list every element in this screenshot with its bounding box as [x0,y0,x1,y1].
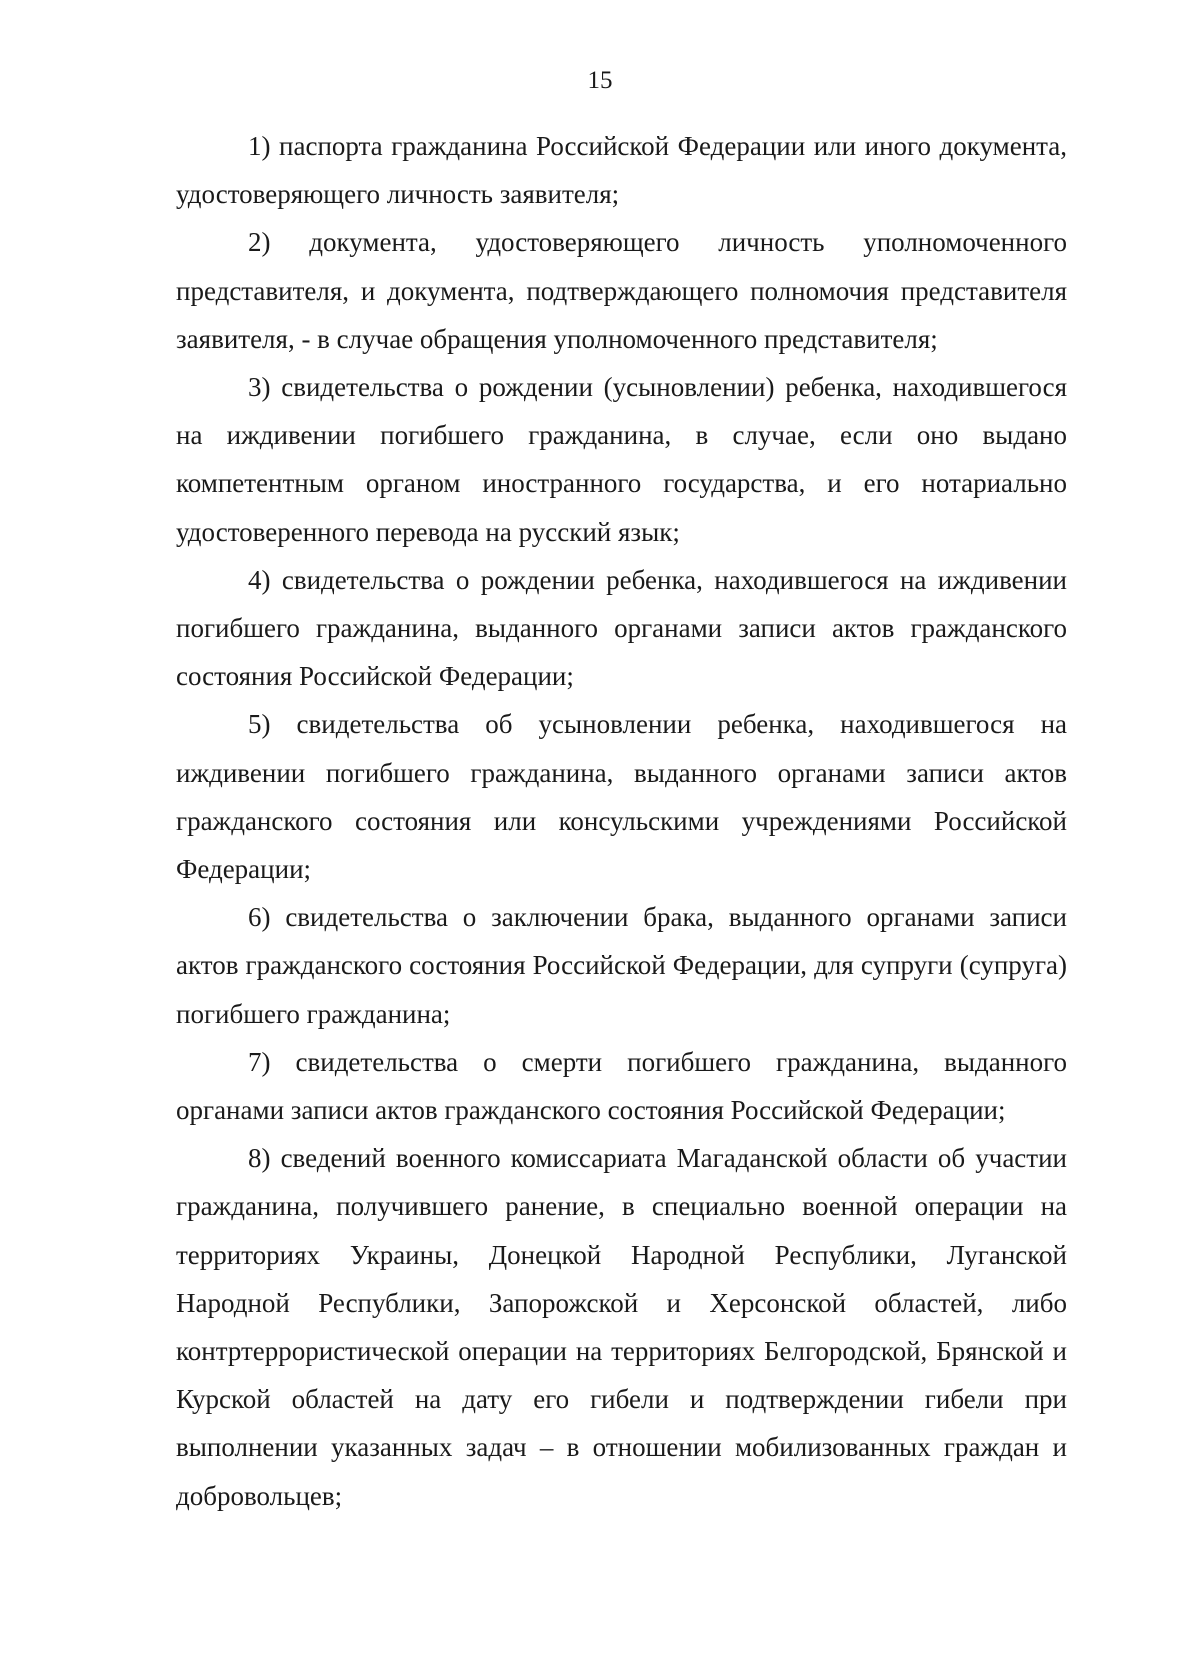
list-item-1: 1) паспорта гражданина Российской Федерации или иного документа, удостоверяющего личность заявителя; [176,131,1067,210]
list-item-4: 4) свидетельства о рождении ребенка, находившегося на иждивении погибшего гражданина, выданного органами записи актов гражданского состояния Российской Федерации; [176,564,1067,692]
list-item-5: 5) свидетельства об усыновлении ребенка, находившегося на иждивении погибшего гражданина, выданного органами записи актов гражданского состояния или консульскими учреждениями Российской Федерации; [176,709,1067,885]
list-item-6: 6) свидетельства о заключении брака, выданного органами записи актов гражданского состояния Российской Федерации, для супруги (супруга) погибшего гражданина; [176,902,1067,1029]
list-item-7: 7) свидетельства о смерти погибшего гражданина, выданного органами записи актов гражданского состояния Российской Федерации; [176,1046,1067,1126]
list-item-2: 2) документа, удостоверяющего личность уполномоченного представителя, и документа, подтверждающего полномочия представителя заявителя, - в случае обращения уполномоченного представителя; [176,227,1067,354]
page-number: 15 [587,67,613,94]
document-body [176,122,1067,1520]
list-item-8: 8) сведений военного комиссариата Магаданской области об участии гражданина, получившего ранение, в специально военной операции на территориях Украины, Донецкой Народной Республики, Луганской Народной Республики, Запорожской и Херсонской областей, либо контртеррористической операции на территориях Белгородской, Брянской и Курской областей на дату его гибели и подтверждении гибели при выполнении указанных задач – в отношении мобилизованных граждан и добровольцев; [176,1143,1067,1511]
list-item-3: 3) свидетельства о рождении (усыновлении) ребенка, находившегося на иждивении погибшего гражданина, в случае, если оно выдано компетентным органом иностранного государства, и его нотариально удостоверенного перевода на русский язык; [176,372,1067,547]
